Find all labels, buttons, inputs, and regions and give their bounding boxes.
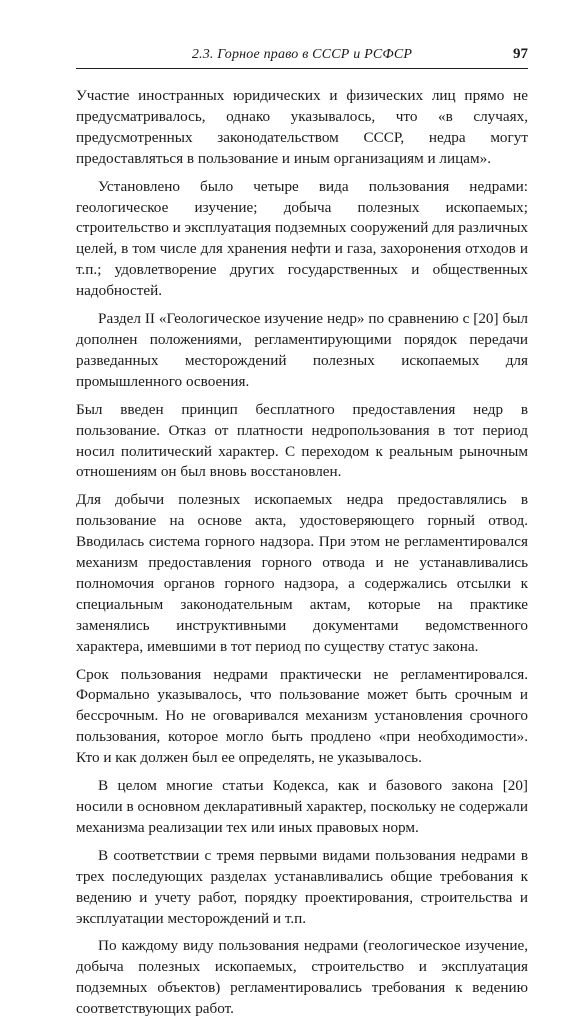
paragraph-mining-allotment: Для добычи полезных ископаемых недра предоставлялись в пользование на основе акта, удостоверяющего горный отвод. Вводилась система горного надзора. При этом не регламентировался механизм предоставления горного отвода и не устанавливались полномочия органов горного надзора, а содержались отсылки к специальным законодательным актам, которые на практике заменялись инструктивными документами ведомственного характера, имевшими в тот период по существу статус закона. — [76, 491, 528, 655]
paragraph-term-of-use: Срок пользования недрами практически не регламентировался. Формально указывалось, что пользование может быть срочным и бессрочным. Но не оговаривался механизм установления срочного пользования, которое могло быть продлено «при необходимости». Кто и как должен был ее определять, не указывалось. — [76, 665, 528, 767]
page-number: 97 — [513, 46, 528, 62]
paragraph-declarative-character: В целом многие статьи Кодекса, как и базового закона [20] носили в основном декларативный характер, поскольку не содержали механизма реализации тех или иных правовых норм. — [76, 777, 528, 836]
paragraph-general-requirements: В соответствии с тремя первыми видами пользования недрами в трех последующих разделах устанавливались общие требования к ведению и учету работ, порядку проектирования, строительства и эксплуатации месторождений и т.п. — [76, 846, 528, 927]
body-text — [76, 86, 528, 1027]
paragraph-work-requirements: По каждому виду пользования недрами (геологическое изучение, добыча полезных ископаемых, строительство и эксплуатация подземных объектов) регламентировались требования к ведению соответствующих работ. — [76, 937, 528, 1018]
running-title: 2.3. Горное право в СССР и РСФСР — [191, 47, 413, 62]
running-header — [76, 46, 528, 69]
paragraph-section-ii: Раздел II «Геологическое изучение недр» по сравнению с [20] был дополнен положениями, регламентирующими порядок передачи разведанных месторождений полезных ископаемых для промышленного освоения. — [76, 310, 528, 390]
paragraph-free-provision: Был введен принцип бесплатного предоставления недр в пользование. Отказ от платности недропользования в тот период носил политический характер. С переходом к реальным рыночным отношениям он был вновь восстановлен. — [76, 400, 528, 481]
paragraph-types-of-use: Установлено было четыре вида пользования недрами: геологическое изучение; добыча полезных ископаемых; строительство и эксплуатация подземных сооружений для различных целей, в том числе для хранения нефти и газа, захоронения отходов и т.п.; удовлетворение других государственных и общественных надобностей. — [76, 177, 528, 300]
paragraph-foreign-participation: Участие иностранных юридических и физических лиц прямо не предусматривалось, однако указывалось, что «в случаях, предусмотренных законодательством СССР, недра могут предоставляться в пользование и иным организациям и лицам». — [76, 87, 528, 167]
